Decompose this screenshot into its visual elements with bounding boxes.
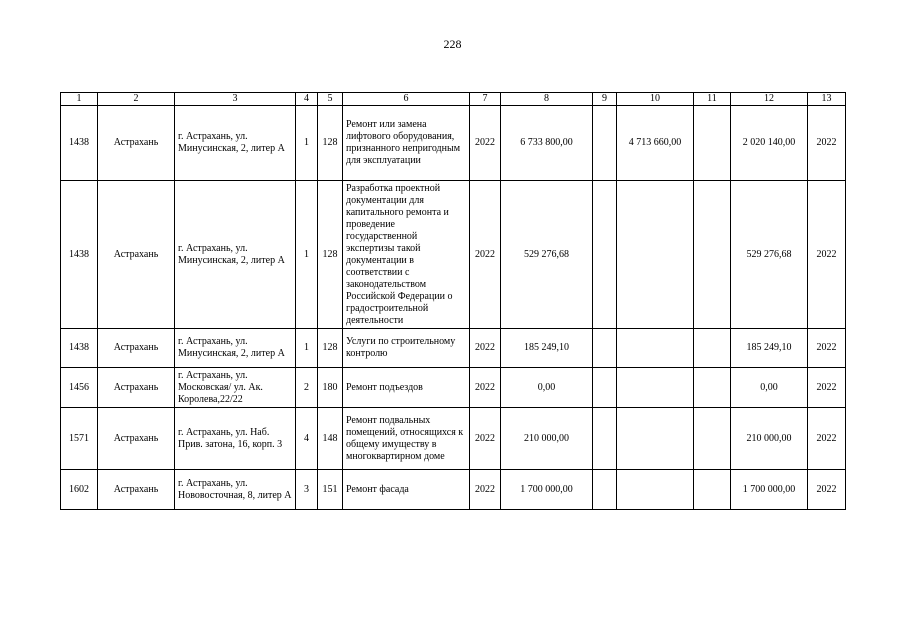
cell-col11 [694,181,731,329]
cell-col4: 1 [296,106,318,181]
cell-id: 1456 [61,368,98,408]
cell-year: 2022 [470,408,501,470]
cell-col9 [593,408,617,470]
cell-col4: 3 [296,470,318,510]
cell-col13: 2022 [808,408,846,470]
header-row [61,93,846,106]
cell-address: г. Астрахань, ул. Наб. Прив. затона, 16, корп. 3 [175,408,296,470]
cell-city: Астрахань [98,470,175,510]
cell-col9 [593,470,617,510]
capital-repair-table [60,92,846,510]
cell-id: 1571 [61,408,98,470]
cell-id: 1438 [61,329,98,368]
cell-work-type: Ремонт или замена лифтового оборудования, признанного непригодным для эксплуатации [343,106,470,181]
cell-col5: 128 [318,106,343,181]
cell-col10 [617,408,694,470]
cell-col4: 2 [296,368,318,408]
cell-city: Астрахань [98,408,175,470]
cell-col9 [593,329,617,368]
cell-work-type: Разработка проектной документации для капитального ремонта и проведение государственной экспертизы такой документации в соответствии с законодательством Российской Федерации о градостроительной деятельности [343,181,470,329]
cell-work-type: Ремонт подвальных помещений, относящихся к общему имуществу в многоквартирном доме [343,408,470,470]
column-header: 13 [808,93,846,106]
cell-total: 210 000,00 [501,408,593,470]
table-row [61,106,846,181]
cell-id: 1438 [61,181,98,329]
cell-col12: 1 700 000,00 [731,470,808,510]
cell-col10 [617,329,694,368]
column-header: 8 [501,93,593,106]
cell-year: 2022 [470,329,501,368]
cell-col11 [694,106,731,181]
column-header: 5 [318,93,343,106]
column-header: 2 [98,93,175,106]
cell-col5: 128 [318,329,343,368]
cell-col9 [593,368,617,408]
table-row [61,329,846,368]
cell-total: 529 276,68 [501,181,593,329]
cell-col4: 1 [296,329,318,368]
cell-year: 2022 [470,106,501,181]
cell-city: Астрахань [98,329,175,368]
column-header: 10 [617,93,694,106]
cell-col11 [694,408,731,470]
cell-total: 185 249,10 [501,329,593,368]
table-row [61,470,846,510]
column-header: 7 [470,93,501,106]
cell-col10 [617,181,694,329]
cell-id: 1602 [61,470,98,510]
cell-col12: 0,00 [731,368,808,408]
cell-total: 0,00 [501,368,593,408]
column-header: 1 [61,93,98,106]
column-header: 12 [731,93,808,106]
column-header: 9 [593,93,617,106]
cell-col11 [694,368,731,408]
cell-year: 2022 [470,368,501,408]
cell-address: г. Астрахань, ул. Московская/ ул. Ак. Королева,22/22 [175,368,296,408]
cell-city: Астрахань [98,181,175,329]
cell-col13: 2022 [808,470,846,510]
cell-year: 2022 [470,470,501,510]
column-header: 3 [175,93,296,106]
cell-col12: 185 249,10 [731,329,808,368]
cell-address: г. Астрахань, ул. Нововосточная, 8, литер А [175,470,296,510]
cell-col4: 1 [296,181,318,329]
cell-col13: 2022 [808,181,846,329]
cell-work-type: Ремонт подъездов [343,368,470,408]
cell-col9 [593,106,617,181]
table-row [61,368,846,408]
cell-col10 [617,470,694,510]
cell-col10 [617,368,694,408]
cell-col13: 2022 [808,106,846,181]
cell-col5: 180 [318,368,343,408]
column-header: 11 [694,93,731,106]
cell-address: г. Астрахань, ул. Минусинская, 2, литер А [175,181,296,329]
table-row [61,181,846,329]
cell-address: г. Астрахань, ул. Минусинская, 2, литер А [175,106,296,181]
cell-col9 [593,181,617,329]
cell-col5: 128 [318,181,343,329]
page-number: 228 [443,37,462,51]
cell-city: Астрахань [98,368,175,408]
cell-col12: 210 000,00 [731,408,808,470]
cell-col10: 4 713 660,00 [617,106,694,181]
cell-year: 2022 [470,181,501,329]
cell-col5: 151 [318,470,343,510]
cell-col5: 148 [318,408,343,470]
column-header: 6 [343,93,470,106]
cell-col11 [694,329,731,368]
cell-col12: 2 020 140,00 [731,106,808,181]
cell-col13: 2022 [808,368,846,408]
cell-address: г. Астрахань, ул. Минусинская, 2, литер А [175,329,296,368]
cell-col13: 2022 [808,329,846,368]
cell-total: 1 700 000,00 [501,470,593,510]
cell-col4: 4 [296,408,318,470]
cell-city: Астрахань [98,106,175,181]
cell-col12: 529 276,68 [731,181,808,329]
cell-col11 [694,470,731,510]
cell-work-type: Услуги по строительному контролю [343,329,470,368]
table-row [61,408,846,470]
cell-total: 6 733 800,00 [501,106,593,181]
cell-work-type: Ремонт фасада [343,470,470,510]
cell-id: 1438 [61,106,98,181]
column-header: 4 [296,93,318,106]
